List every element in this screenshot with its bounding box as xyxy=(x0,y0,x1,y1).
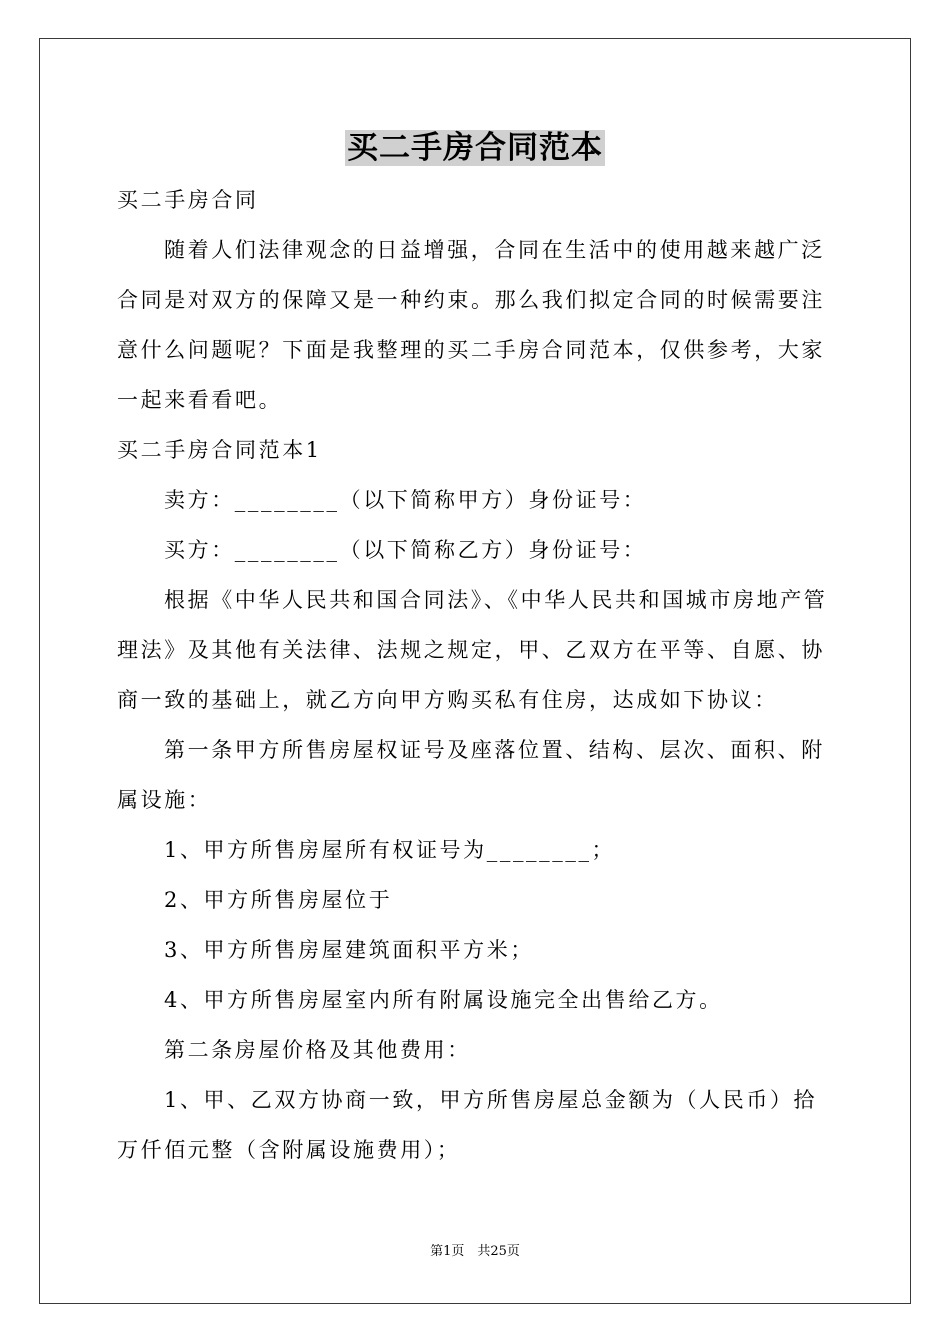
document-title xyxy=(0,126,950,170)
document-body xyxy=(117,175,833,1175)
page-footer xyxy=(0,1242,950,1262)
paragraph: 随着人们法律观念的日益增强，合同在生活中的使用越来越广泛合同是对双方的保障又是一种约束。那么我们拟定合同的时候需要注意什么问题呢？下面是我整理的买二手房合同范本，仅供参考，大家一起来看看吧。 xyxy=(117,238,825,412)
paragraph: 买方：________（以下简称乙方）身份证号： xyxy=(164,538,647,562)
paragraph: 第一条甲方所售房屋权证号及座落位置、结构、层次、面积、附属设施： xyxy=(117,738,825,812)
paragraph: 卖方：________（以下简称甲方）身份证号： xyxy=(164,488,647,512)
paragraph: 1、甲、乙双方协商一致，甲方所售房屋总金额为（人民币）拾万仟佰元整（含附属设施费用）； xyxy=(117,1088,818,1162)
paragraph: 3、甲方所售房屋建筑面积平方米； xyxy=(164,938,534,962)
paragraph: 买二手房合同 xyxy=(117,188,259,212)
paragraph: 第二条房屋价格及其他费用： xyxy=(164,1038,471,1062)
paragraph: 1、甲方所售房屋所有权证号为________； xyxy=(164,838,616,862)
document-title-text: 买二手房合同范本 xyxy=(347,130,603,166)
paragraph: 根据《中华人民共和国合同法》、《中华人民共和国城市房地产管理法》及其他有关法律、法规之规定，甲、乙双方在平等、自愿、协商一致的基础上，就乙方向甲方购买私有住房，达成如下协议： xyxy=(117,588,828,712)
paragraph: 4、甲方所售房屋室内所有附属设施完全出售给乙方。 xyxy=(164,988,723,1012)
paragraph: 买二手房合同范本1 xyxy=(117,438,322,462)
page-number-label: 第1页 共25页 xyxy=(430,1244,520,1259)
paragraph: 2、甲方所售房屋位于 xyxy=(164,888,393,912)
